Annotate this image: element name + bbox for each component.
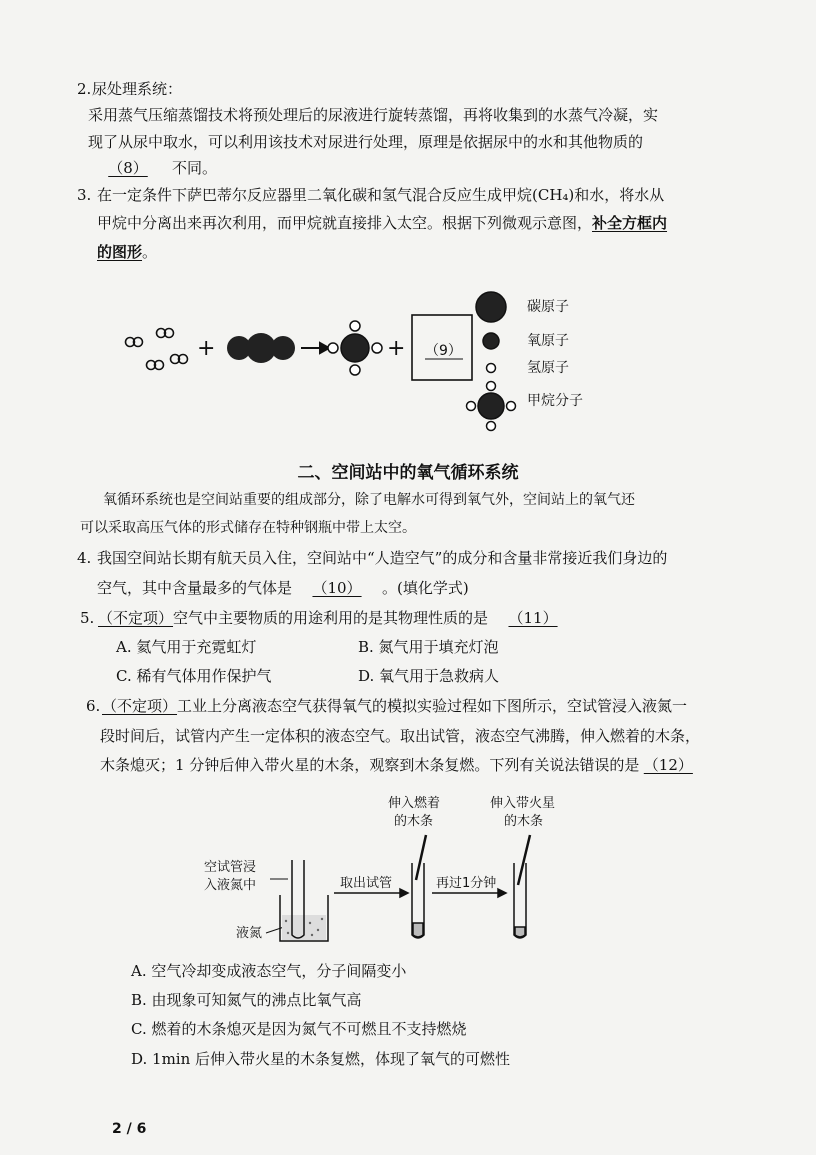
q6-line1: （不定项）工业上分离液态空气获得氧气的模拟实验过程如下图所示，空试管浸入液氮一 (102, 697, 688, 715)
q6-number: 6. (86, 697, 101, 715)
answer-box-label: （9） (425, 343, 462, 359)
legend-hydrogen: 氢原子 (527, 360, 569, 376)
figure-label-empty-tube-1: 空试管浸 (204, 860, 257, 875)
q5-stem: （不定项）空气中主要物质的用途利用的是其物理性质的是 （11） (98, 609, 578, 627)
q2-number: 2. (77, 80, 92, 98)
experiment-figure (200, 785, 560, 950)
page-number: 2 / 6 (112, 1121, 147, 1137)
q5-option-c: C. 稀有气体用作保护气 (116, 667, 272, 685)
q5-option-b: B. 氮气用于填充灯泡 (358, 638, 499, 656)
methane-molecule (328, 321, 382, 375)
q6-line3: 木条熄灭；1 分钟后伸入带火星的木条，观察到木条复燃。下列有关说法错误的是 （12） (100, 756, 697, 774)
q5-blank: （11） (508, 609, 558, 627)
legend-carbon: 碳原子 (527, 299, 569, 315)
beaker-with-tube (280, 860, 328, 941)
q2-line1: 采用蒸气压缩蒸馏技术将预处理后的尿液进行旋转蒸馏，再将收集到的水蒸气冷凝，实 (88, 106, 659, 124)
section-title: 二、空间站中的氧气循环系统 (297, 463, 519, 483)
q5-option-a: A. 氦气用于充霓虹灯 (116, 638, 257, 656)
q6-option-b: B. 由现象可知氮气的沸点比氧气高 (131, 991, 362, 1009)
legend-oxygen: 氧原子 (527, 333, 569, 349)
reaction-arrow (301, 343, 329, 353)
q2-heading: 尿处理系统： (92, 80, 183, 98)
tube-burning-stick (412, 835, 426, 938)
q6-option-c: C. 燃着的木条熄灭是因为氮气不可燃且不支持燃烧 (131, 1020, 467, 1038)
section-intro-line1: 氧循环系统也是空间站重要的组成部分，除了电解水可得到氧气外，空间站上的氧气还 (103, 492, 635, 508)
q6-option-a: A. 空气冷却变成液态空气，分子间隔变小 (131, 962, 407, 980)
tube-glowing-stick (514, 835, 530, 938)
figure-label-glowing-stick-1: 伸入带火星 (490, 796, 556, 811)
reaction-diagram (115, 285, 605, 440)
q6-line2: 段时间后，试管内产生一定体积的液态空气。取出试管，液态空气沸腾，伸入燃着的木条， (100, 727, 701, 745)
plus-sign-1: + (197, 336, 216, 361)
section-intro-line2: 可以采取高压气体的形式储存在特种钢瓶中带上太空。 (80, 520, 416, 536)
q5-number: 5. (80, 609, 95, 627)
plus-sign-2: + (387, 336, 406, 361)
q3-number: 3. (77, 186, 92, 204)
figure-label-liquid-n2: 液氮 (236, 926, 263, 941)
arrow-label-take-out: 取出试管 (340, 876, 393, 891)
q3-line1: 在一定条件下萨巴蒂尔反应器里二氧化碳和氢气混合反应生成甲烷(CH₄)和水，将水从 (97, 186, 665, 204)
legend (467, 292, 516, 431)
q2-line2: 现了从尿中取水，可以利用该技术对尿进行处理，原理是依据尿中的水和其他物质的 (88, 133, 644, 151)
q3-line2: 甲烷中分离出来再次利用，而甲烷就直接排入太空。根据下列微观示意图，补全方框内 (97, 214, 668, 232)
q4-number: 4. (77, 549, 92, 567)
q3-line3: 的图形。 (97, 243, 158, 261)
q4-blank: （10） (312, 579, 362, 597)
q2-blank: （8） (108, 159, 148, 177)
legend-methane: 甲烷分子 (527, 393, 583, 409)
figure-label-burning-stick-2: 的木条 (394, 814, 434, 829)
q6-option-d: D. 1min 后伸入带火星的木条复燃，体现了氧气的可燃性 (131, 1050, 511, 1068)
q6-blank: （12） (643, 756, 693, 774)
arrow-label-one-minute: 再过1分钟 (436, 876, 497, 891)
q5-option-d: D. 氧气用于急救病人 (358, 667, 500, 685)
q4-line1: 我国空间站长期有航天员入住，空间站中“人造空气”的成分和含量非常接近我们身边的 (97, 549, 668, 567)
hydrogen-molecules (126, 329, 188, 370)
co2-molecule (227, 333, 295, 363)
figure-label-glowing-stick-2: 的木条 (504, 814, 544, 829)
q2-tail: 不同。 (172, 159, 218, 177)
figure-label-empty-tube-2: 入液氮中 (204, 878, 257, 893)
q4-line2: 空气，其中含量最多的气体是 （10） 。(填化学式) (97, 579, 469, 597)
figure-label-burning-stick-1: 伸入燃着 (388, 796, 441, 811)
